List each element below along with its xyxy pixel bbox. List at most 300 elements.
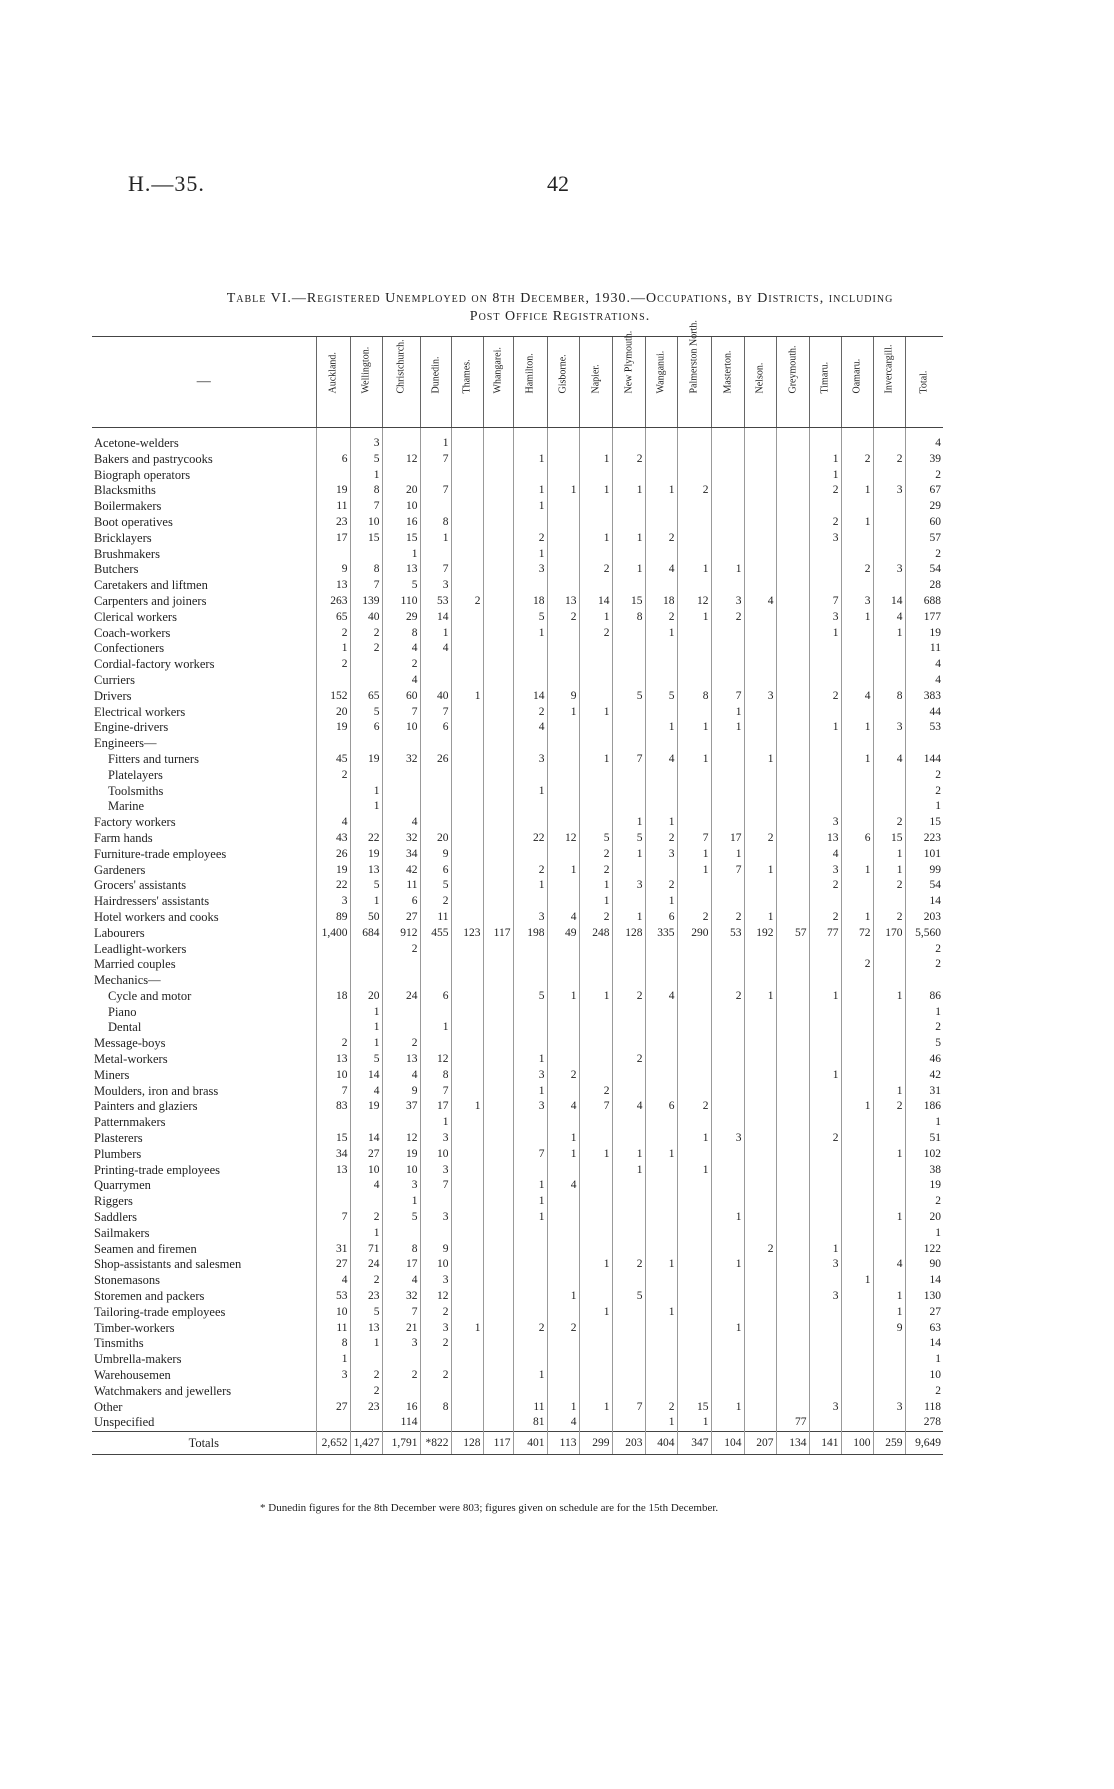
table-cell: [420, 973, 451, 989]
table-cell: [579, 942, 612, 958]
table-row: [92, 926, 943, 942]
table-cell: [483, 1036, 513, 1052]
table-cell: 13: [350, 1321, 382, 1337]
table-cell: 6: [420, 720, 451, 736]
table-cell: [483, 531, 513, 547]
table-cell: 3: [513, 910, 547, 926]
table-cell: [645, 452, 677, 468]
table-cell: [841, 468, 873, 484]
table-cell: [841, 1020, 873, 1036]
table-row: [92, 1194, 943, 1210]
table-cell: 404: [645, 1432, 677, 1455]
table-cell: 1: [645, 1305, 677, 1321]
table-cell: 455: [420, 926, 451, 942]
header-district: [645, 337, 677, 428]
table-cell: [451, 784, 483, 800]
table-cell: [451, 657, 483, 673]
table-cell: [776, 784, 809, 800]
table-cell: [382, 468, 420, 484]
table-cell: 8: [350, 483, 382, 499]
table-cell: [744, 736, 776, 752]
table-cell: 1,427: [350, 1432, 382, 1455]
table-cell: [744, 1400, 776, 1416]
occupations-table-container: [92, 319, 943, 1455]
table-cell: 1: [711, 705, 744, 721]
table-cell: [579, 815, 612, 831]
table-cell: [547, 1005, 579, 1021]
table-row: [92, 594, 943, 610]
table-cell: 1: [612, 531, 645, 547]
table-cell: 122: [905, 1242, 943, 1258]
table-cell: 14: [905, 894, 943, 910]
table-cell: 1: [744, 863, 776, 879]
table-cell: 10: [316, 1305, 350, 1321]
table-cell: [451, 1368, 483, 1384]
table-cell: 2: [645, 878, 677, 894]
table-cell: [483, 989, 513, 1005]
table-cell: 42: [382, 863, 420, 879]
table-cell: [776, 1084, 809, 1100]
table-cell: [513, 1384, 547, 1400]
table-cell: [677, 578, 711, 594]
table-cell: [677, 784, 711, 800]
table-row: [92, 657, 943, 673]
table-cell: [579, 1115, 612, 1131]
table-cell: [677, 499, 711, 515]
table-cell: 1: [809, 1068, 841, 1084]
table-cell: [809, 657, 841, 673]
table-cell: [483, 673, 513, 689]
table-cell: [645, 1384, 677, 1400]
table-cell: 2: [513, 531, 547, 547]
table-cell: [809, 1305, 841, 1321]
table-cell: 46: [905, 1052, 943, 1068]
header-district-label: Dunedin.: [430, 356, 441, 393]
table-cell: [873, 1163, 905, 1179]
table-cell: [744, 1131, 776, 1147]
table-cell: [451, 752, 483, 768]
table-cell: [873, 547, 905, 563]
table-cell: [547, 452, 579, 468]
table-cell: [873, 578, 905, 594]
table-cell: 1: [350, 799, 382, 815]
occupation-label: Blacksmiths: [94, 483, 156, 498]
table-row: [92, 910, 943, 926]
table-cell: [841, 436, 873, 452]
table-cell: 1: [612, 910, 645, 926]
header-district-label: Wellington.: [360, 346, 372, 393]
table-cell: [612, 657, 645, 673]
table-cell: 60: [905, 515, 943, 531]
table-cell: [451, 910, 483, 926]
table-cell: 1: [677, 1415, 711, 1431]
table-cell: [711, 515, 744, 531]
table-cell: [873, 1226, 905, 1242]
table-cell: [513, 436, 547, 452]
table-cell: 12: [382, 1131, 420, 1147]
table-cell: 54: [905, 562, 943, 578]
table-cell: [677, 815, 711, 831]
table-cell: [645, 1036, 677, 1052]
header-occupation: —: [92, 337, 316, 428]
table-cell: [809, 799, 841, 815]
table-cell: [873, 1005, 905, 1021]
table-cell: [420, 942, 451, 958]
table-cell: [547, 1115, 579, 1131]
table-cell: 5: [579, 831, 612, 847]
table-cell: 8: [350, 562, 382, 578]
table-cell: [547, 562, 579, 578]
table-cell: [744, 657, 776, 673]
table-cell: [873, 799, 905, 815]
table-cell: 18: [645, 594, 677, 610]
table-cell: 1: [841, 610, 873, 626]
table-cell: [612, 1305, 645, 1321]
table-cell: [420, 957, 451, 973]
table-cell: 3: [809, 531, 841, 547]
table-cell: [841, 1226, 873, 1242]
table-cell: 2: [579, 910, 612, 926]
table-cell: 141: [809, 1432, 841, 1455]
table-cell: 2: [841, 957, 873, 973]
table-cell: 223: [905, 831, 943, 847]
table-cell: [711, 942, 744, 958]
table-cell: 1: [711, 720, 744, 736]
table-cell: [776, 1068, 809, 1084]
table-cell: 6: [645, 910, 677, 926]
table-cell: [744, 610, 776, 626]
table-cell: 1: [905, 1115, 943, 1131]
table-cell: 192: [744, 926, 776, 942]
table-cell: [451, 1289, 483, 1305]
table-cell: 1: [809, 1242, 841, 1258]
table-cell: 128: [612, 926, 645, 942]
table-cell: 2: [645, 610, 677, 626]
occupation-label: Electrical workers: [94, 704, 186, 719]
table-cell: 1: [420, 531, 451, 547]
table-cell: 2: [841, 562, 873, 578]
table-cell: [711, 547, 744, 563]
table-cell: [316, 468, 350, 484]
table-cell: [776, 641, 809, 657]
table-row: [92, 1115, 943, 1131]
occupation-label: Butchers: [94, 562, 139, 577]
table-cell: [841, 673, 873, 689]
table-cell: [612, 973, 645, 989]
table-cell: 1: [350, 1005, 382, 1021]
table-cell: 19: [350, 1099, 382, 1115]
table-cell: [547, 436, 579, 452]
table-row: [92, 736, 943, 752]
table-cell: [612, 1115, 645, 1131]
table-cell: [483, 1084, 513, 1100]
occupation-label: Sailmakers: [94, 1225, 150, 1240]
table-cell: [677, 705, 711, 721]
table-cell: [776, 973, 809, 989]
table-cell: 2: [905, 1194, 943, 1210]
table-cell: [711, 1068, 744, 1084]
table-cell: 12: [677, 594, 711, 610]
header-district-label: Napier.: [590, 363, 601, 393]
table-cell: 18: [316, 989, 350, 1005]
table-cell: [711, 1305, 744, 1321]
table-cell: 13: [382, 562, 420, 578]
table-cell: [809, 1099, 841, 1115]
table-row: [92, 847, 943, 863]
spacer-row: [92, 428, 943, 437]
table-cell: [483, 610, 513, 626]
table-cell: [677, 515, 711, 531]
table-row: [92, 626, 943, 642]
table-cell: 5: [382, 578, 420, 594]
table-cell: 10: [350, 515, 382, 531]
table-cell: 1: [841, 1273, 873, 1289]
table-cell: 2: [711, 989, 744, 1005]
occupation-label: Plumbers: [94, 1146, 142, 1161]
table-cell: [645, 1226, 677, 1242]
table-cell: [809, 578, 841, 594]
table-cell: 10: [382, 720, 420, 736]
table-row: [92, 1036, 943, 1052]
table-cell: 15: [382, 531, 420, 547]
table-cell: [809, 784, 841, 800]
table-cell: 4: [873, 1257, 905, 1273]
table-cell: [579, 1368, 612, 1384]
table-cell: 44: [905, 705, 943, 721]
table-cell: 2: [841, 452, 873, 468]
table-cell: 2,652: [316, 1432, 350, 1455]
table-cell: [547, 878, 579, 894]
table-cell: [744, 1194, 776, 1210]
table-cell: [841, 894, 873, 910]
table-cell: 2: [905, 942, 943, 958]
table-cell: [677, 1115, 711, 1131]
table-cell: 4: [841, 689, 873, 705]
table-row: [92, 1099, 943, 1115]
table-cell: [316, 973, 350, 989]
table-cell: 4: [547, 910, 579, 926]
table-cell: 7: [382, 705, 420, 721]
table-cell: [579, 1242, 612, 1258]
table-cell: [809, 1020, 841, 1036]
table-cell: [841, 1400, 873, 1416]
occupation-label: Marine: [108, 799, 145, 814]
table-cell: 5: [612, 689, 645, 705]
occupation-label: Cordial-factory workers: [94, 657, 215, 672]
table-cell: [776, 799, 809, 815]
table-cell: 3: [513, 1099, 547, 1115]
table-cell: [579, 1210, 612, 1226]
header-district-label: Timaru.: [819, 361, 831, 393]
occupation-label: Drivers: [94, 688, 132, 703]
table-cell: [612, 799, 645, 815]
table-cell: 7: [809, 594, 841, 610]
table-cell: [513, 1163, 547, 1179]
table-cell: [677, 894, 711, 910]
table-cell: 15: [905, 815, 943, 831]
table-cell: [316, 1115, 350, 1131]
table-cell: 2: [350, 1273, 382, 1289]
table-cell: [451, 878, 483, 894]
table-cell: 22: [513, 831, 547, 847]
table-cell: [579, 657, 612, 673]
table-cell: 1: [579, 1147, 612, 1163]
occupation-label: Plasterers: [94, 1131, 143, 1146]
table-cell: 1: [579, 1305, 612, 1321]
table-cell: [809, 1415, 841, 1431]
table-cell: [677, 1336, 711, 1352]
table-cell: [776, 1147, 809, 1163]
table-cell: [483, 562, 513, 578]
table-cell: [711, 799, 744, 815]
table-cell: 5: [513, 989, 547, 1005]
header-district: [677, 319, 711, 428]
table-cell: [873, 1068, 905, 1084]
table-cell: 3: [744, 689, 776, 705]
table-cell: [451, 1194, 483, 1210]
table-cell: [677, 673, 711, 689]
table-cell: 117: [483, 1432, 513, 1455]
table-cell: [645, 784, 677, 800]
table-cell: 11: [420, 910, 451, 926]
table-cell: 6: [841, 831, 873, 847]
table-cell: 2: [316, 1036, 350, 1052]
table-cell: [513, 468, 547, 484]
table-cell: [744, 784, 776, 800]
table-cell: 9: [316, 562, 350, 578]
table-cell: [612, 468, 645, 484]
table-cell: 15: [350, 531, 382, 547]
occupation-label: Stonemasons: [94, 1273, 160, 1288]
table-cell: 3: [420, 578, 451, 594]
table-cell: 1: [809, 452, 841, 468]
table-cell: [677, 878, 711, 894]
table-cell: [513, 1336, 547, 1352]
table-cell: [483, 910, 513, 926]
occupation-label: Message-boys: [94, 1036, 166, 1051]
table-cell: 38: [905, 1163, 943, 1179]
table-cell: [483, 499, 513, 515]
occupation-label: Grocers' assistants: [94, 878, 187, 893]
table-cell: [873, 515, 905, 531]
table-cell: [612, 547, 645, 563]
table-cell: 2: [905, 768, 943, 784]
table-cell: [350, 736, 382, 752]
table-cell: [483, 752, 513, 768]
occupation-label: Confectioners: [94, 641, 165, 656]
table-cell: [677, 1052, 711, 1068]
table-cell: [451, 1005, 483, 1021]
table-cell: [776, 610, 809, 626]
table-cell: [612, 1131, 645, 1147]
table-cell: 4: [350, 1084, 382, 1100]
table-cell: 3: [809, 1289, 841, 1305]
table-cell: [483, 894, 513, 910]
table-cell: [711, 1352, 744, 1368]
occupation-label: Timber-workers: [94, 1320, 175, 1335]
table-cell: [645, 942, 677, 958]
table-row: [92, 1352, 943, 1368]
table-cell: [579, 578, 612, 594]
table-cell: [677, 942, 711, 958]
table-title: [120, 290, 1000, 326]
table-cell: 2: [420, 1305, 451, 1321]
table-cell: [451, 989, 483, 1005]
table-cell: [744, 1352, 776, 1368]
table-cell: [711, 878, 744, 894]
table-cell: 100: [841, 1432, 873, 1455]
table-cell: [350, 815, 382, 831]
table-cell: [451, 942, 483, 958]
table-cell: [350, 657, 382, 673]
table-cell: 117: [483, 926, 513, 942]
table-row: [92, 1068, 943, 1084]
table-cell: [711, 973, 744, 989]
table-cell: 1: [579, 1257, 612, 1273]
header-district: [483, 337, 513, 428]
table-cell: 1: [905, 1226, 943, 1242]
header-district-label: Greymouth.: [787, 344, 798, 393]
table-cell: 11: [513, 1400, 547, 1416]
table-cell: [744, 626, 776, 642]
table-cell: 2: [905, 957, 943, 973]
table-cell: 3: [873, 1400, 905, 1416]
table-cell: 50: [350, 910, 382, 926]
header-district-label: Palmerston North.: [688, 319, 700, 393]
table-cell: [451, 894, 483, 910]
table-cell: [451, 720, 483, 736]
occupation-label: Mechanics—: [94, 973, 161, 988]
table-cell: [873, 436, 905, 452]
table-cell: [744, 578, 776, 594]
table-cell: [744, 673, 776, 689]
table-cell: [744, 1084, 776, 1100]
occupation-label: Metal-workers: [94, 1052, 168, 1067]
table-cell: [711, 673, 744, 689]
table-cell: 4: [547, 1099, 579, 1115]
table-cell: [711, 641, 744, 657]
table-cell: [547, 1368, 579, 1384]
table-cell: 2: [809, 878, 841, 894]
table-cell: 2: [579, 626, 612, 642]
table-cell: [776, 1131, 809, 1147]
table-cell: [547, 768, 579, 784]
table-cell: 8: [420, 1068, 451, 1084]
table-cell: [513, 894, 547, 910]
table-cell: 53: [711, 926, 744, 942]
table-cell: 1: [513, 452, 547, 468]
table-cell: [513, 673, 547, 689]
table-cell: 12: [547, 831, 579, 847]
table-cell: 2: [513, 705, 547, 721]
table-cell: [483, 1210, 513, 1226]
table-cell: 8: [873, 689, 905, 705]
table-cell: 1: [645, 1147, 677, 1163]
table-cell: [612, 942, 645, 958]
header-district: [579, 337, 612, 428]
table-cell: *822: [420, 1432, 451, 1455]
table-cell: [841, 1036, 873, 1052]
table-cell: 170: [873, 926, 905, 942]
table-cell: [744, 1147, 776, 1163]
table-cell: 49: [547, 926, 579, 942]
table-cell: [645, 799, 677, 815]
table-cell: [483, 720, 513, 736]
table-cell: [451, 1242, 483, 1258]
table-row: [92, 957, 943, 973]
table-title-line-2: Post Office Registrations.: [469, 309, 651, 324]
header-district: [612, 330, 645, 428]
